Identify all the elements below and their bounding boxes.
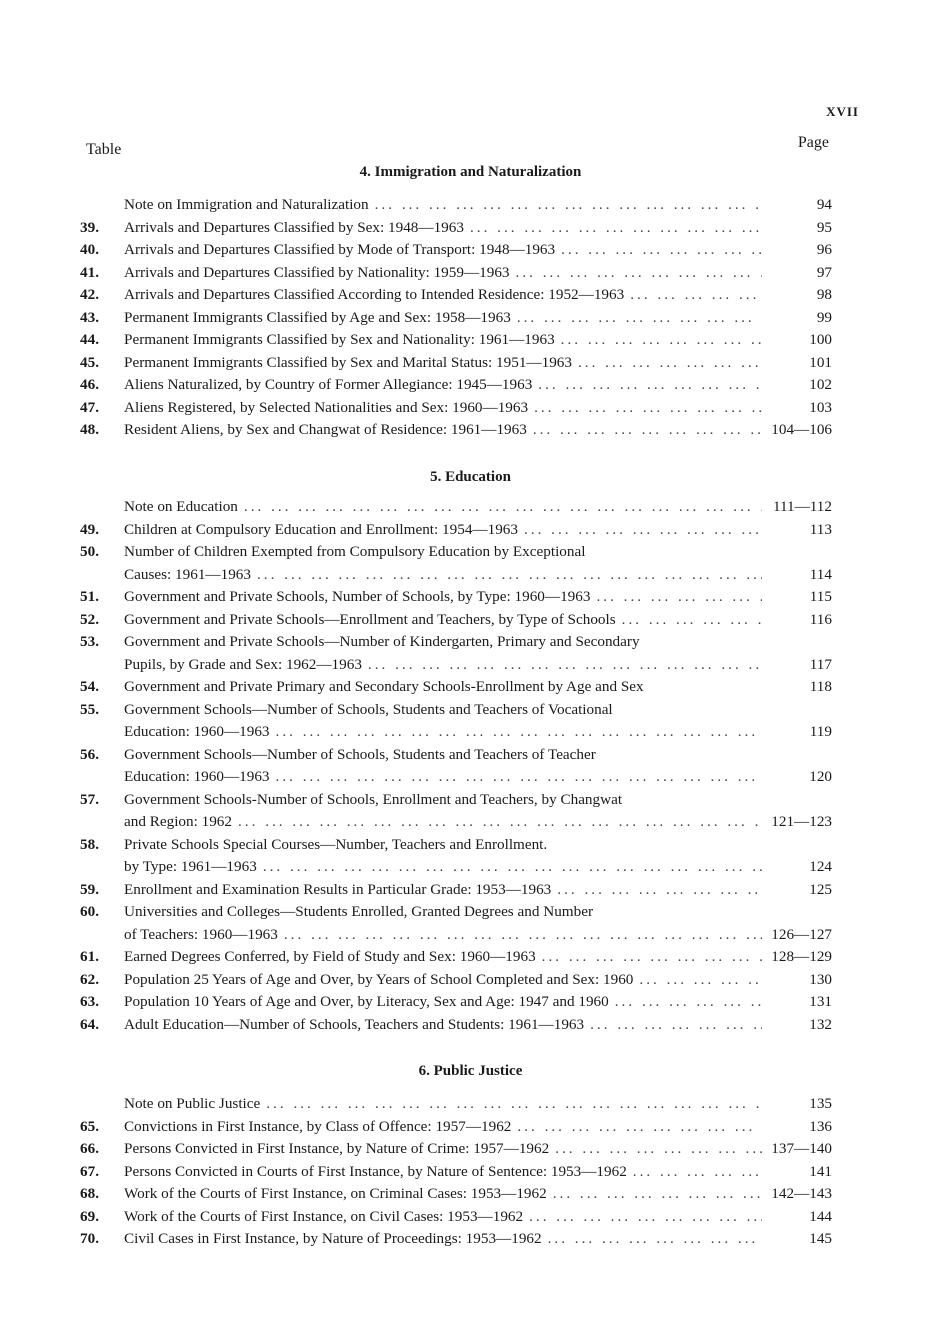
dot-leader <box>362 654 762 677</box>
toc-entry-title-text: Private Schools Special Courses—Number, Teachers and Enrollment. <box>124 835 548 853</box>
toc-entry-title-text: Earned Degrees Conferred, by Field of Study and Sex: 1960—1963 <box>124 948 536 965</box>
section-title-education: 5. Education <box>430 469 511 485</box>
toc-entry-title <box>124 609 762 632</box>
dot-leader <box>584 1014 762 1037</box>
toc-entry-title <box>124 744 762 767</box>
toc-entry-title <box>124 1228 762 1251</box>
toc-row <box>80 631 832 654</box>
toc-entry-title <box>124 496 762 519</box>
toc-entry-page: 135 <box>809 1095 832 1112</box>
toc-entry-page: 121—123 <box>771 813 832 830</box>
toc-entry-title <box>124 519 762 542</box>
toc-row <box>80 496 832 519</box>
toc-entry-page: 96 <box>816 241 832 258</box>
toc-entry-page: 111—112 <box>772 498 832 515</box>
dot-leader <box>270 766 762 789</box>
toc-row <box>80 239 832 262</box>
dot-leader <box>278 924 762 947</box>
toc-entry-number: 54. <box>80 678 99 695</box>
dot-leader <box>609 991 762 1014</box>
toc-entry-title-text: Children at Compulsory Education and Enrollment: 1954—1963 <box>124 520 518 538</box>
dot-leader <box>627 1161 762 1184</box>
toc-entry-page: 95 <box>816 218 832 236</box>
toc-row <box>80 766 832 789</box>
toc-entry-number: 42. <box>80 286 99 303</box>
toc-row <box>80 744 832 767</box>
toc-row <box>80 721 832 744</box>
toc-entry-title <box>124 397 762 420</box>
dot-leader <box>555 329 762 352</box>
toc-row <box>80 699 832 722</box>
toc-entry-title-text: Resident Aliens, by Sex and Changwat of Residence: 1961—1963 <box>124 421 527 438</box>
toc-entry-title-text: of Teachers: 1960—1963 <box>124 925 278 943</box>
toc-entry-title <box>124 901 762 924</box>
toc-entry-title <box>124 834 762 857</box>
toc-entry-title <box>124 856 762 879</box>
toc-entry-title <box>124 586 762 609</box>
toc-entry-title <box>124 1183 762 1206</box>
toc-row <box>80 374 832 397</box>
toc-entry-title <box>124 946 762 969</box>
toc-entry-title <box>124 969 762 992</box>
toc-entry-title-text: Government and Private Schools—Number of Kindergarten, Primary and Secondary <box>124 633 640 650</box>
toc-entry-number: 59. <box>80 880 99 898</box>
toc-row <box>80 307 832 330</box>
toc-entry-title-text: Causes: 1961—1963 <box>124 565 251 583</box>
page-column-header: Page <box>797 134 829 151</box>
toc-entry-number: 51. <box>80 588 99 605</box>
toc-row <box>80 991 832 1014</box>
toc-entry-title <box>124 239 762 262</box>
toc-row <box>80 419 832 442</box>
section-rows-public-justice <box>80 1093 832 1251</box>
toc-entry-title <box>124 352 762 375</box>
toc-entry-number: 49. <box>80 520 99 538</box>
toc-entry-title-text: Government and Private Primary and Secondary Schools-Enrollment by Age and Sex <box>124 678 644 695</box>
toc-entry-title <box>124 1161 762 1184</box>
toc-entry-title <box>124 789 762 812</box>
dot-leader <box>232 811 762 834</box>
toc-row <box>80 194 832 217</box>
dot-leader <box>511 307 762 330</box>
toc-entry-number: 58. <box>80 835 99 853</box>
toc-entry-title-text: Convictions in First Instance, by Class of Offence: 1957—1962 <box>124 1117 512 1135</box>
toc-row <box>80 901 832 924</box>
toc-entry-title-text: Government Schools-Number of Schools, Enrollment and Teachers, by Changwat <box>124 790 623 808</box>
toc-entry-title <box>124 879 762 902</box>
dot-leader <box>257 856 762 879</box>
dot-leader <box>572 352 762 375</box>
toc-row <box>80 811 832 834</box>
toc-entry-title <box>124 631 762 654</box>
toc-entry-title <box>124 991 762 1014</box>
toc-entry-number: 53. <box>80 633 99 650</box>
toc-entry-page: 137—140 <box>771 1140 832 1157</box>
toc-row <box>80 1116 832 1139</box>
toc-row <box>80 519 832 542</box>
toc-entry-page: 114 <box>809 565 832 583</box>
toc-entry-title-text: Education: 1960—1963 <box>124 768 270 785</box>
toc-entry-page: 141 <box>809 1162 832 1180</box>
toc-row <box>80 789 832 812</box>
toc-row <box>80 1014 832 1037</box>
toc-entry-page: 125 <box>809 880 832 898</box>
toc-entry-title-text: Persons Convicted in Courts of First Instance, by Nature of Sentence: 1953—1962 <box>124 1162 627 1180</box>
toc-entry-title-text: Population 25 Years of Age and Over, by Years of School Completed and Sex: 1960 <box>124 970 634 988</box>
toc-entry-page: 120 <box>809 768 832 785</box>
dot-leader <box>251 564 762 587</box>
dot-leader <box>523 1206 762 1229</box>
toc-entry-number: 50. <box>80 543 99 560</box>
toc-row <box>80 1138 832 1161</box>
toc-entry-number: 67. <box>80 1162 99 1180</box>
toc-entry-title-text: Pupils, by Grade and Sex: 1962—1963 <box>124 655 362 673</box>
toc-entry-number: 52. <box>80 610 99 628</box>
toc-entry-title <box>124 262 762 285</box>
toc-entry-number: 40. <box>80 241 99 258</box>
toc-row <box>80 1206 832 1229</box>
toc-entry-number: 65. <box>80 1117 99 1135</box>
toc-row <box>80 217 832 240</box>
toc-entry-page: 132 <box>809 1015 832 1033</box>
toc-entry-number: 64. <box>80 1015 99 1033</box>
toc-entry-title <box>124 1116 762 1139</box>
toc-entry-title <box>124 419 762 442</box>
toc-entry-title-text: Government and Private Schools, Number of Schools, by Type: 1960—1963 <box>124 588 591 605</box>
dot-leader <box>624 284 762 307</box>
toc-entry-title <box>124 766 762 789</box>
toc-entry-title-text: Arrivals and Departures Classified According to Intended Residence: 1952—1963 <box>124 286 625 303</box>
section-title-public-justice: 6. Public Justice <box>418 1063 523 1079</box>
toc-entry-title <box>124 329 762 352</box>
toc-entry-title-text: Arrivals and Departures Classified by Sex: 1948—1963 <box>124 218 464 236</box>
toc-entry-number: 68. <box>80 1185 99 1202</box>
toc-entry-page: 128—129 <box>771 948 832 965</box>
toc-entry-title-text: Persons Convicted in First Instance, by Nature of Crime: 1957—1962 <box>124 1140 550 1157</box>
toc-entry-title <box>124 811 762 834</box>
toc-entry-page: 131 <box>809 993 832 1010</box>
dot-leader <box>542 1228 762 1251</box>
toc-row <box>80 946 832 969</box>
toc-entry-title <box>124 924 762 947</box>
dot-leader <box>555 239 762 262</box>
toc-entry-title-text: Number of Children Exempted from Compulsory Education by Exceptional <box>124 543 586 560</box>
toc-entry-title-text: Note on Public Justice <box>124 1095 261 1112</box>
toc-entry-page: 142—143 <box>771 1185 832 1202</box>
toc-entry-number: 66. <box>80 1140 99 1157</box>
dot-leader <box>369 194 762 217</box>
toc-entry-page: 115 <box>809 588 832 605</box>
toc-entry-page: 116 <box>809 610 832 628</box>
toc-entry-title <box>124 541 762 564</box>
toc-entry-page: 94 <box>816 196 832 213</box>
toc-row <box>80 834 832 857</box>
dot-leader <box>527 419 762 442</box>
toc-entry-title-text: Adult Education—Number of Schools, Teachers and Students: 1961—1963 <box>124 1015 585 1033</box>
toc-entry-title-text: Work of the Courts of First Instance, on Civil Cases: 1953—1962 <box>124 1207 524 1225</box>
toc-entry-page: 103 <box>809 398 832 416</box>
toc-entry-number: 69. <box>80 1207 99 1225</box>
toc-entry-number: 39. <box>80 218 99 236</box>
dot-leader <box>616 609 762 632</box>
toc-entry-page: 113 <box>809 520 832 538</box>
toc-row <box>80 924 832 947</box>
toc-row <box>80 654 832 677</box>
table-column-header: Table <box>86 141 122 158</box>
section-title-immigration: 4. Immigration and Naturalization <box>359 164 582 180</box>
toc-entry-page: 124 <box>809 858 832 875</box>
toc-entry-title <box>124 654 762 677</box>
toc-entry-page: 119 <box>809 723 832 740</box>
toc-entry-title-text: Work of the Courts of First Instance, on Criminal Cases: 1953—1962 <box>124 1185 547 1202</box>
dot-leader <box>238 496 762 519</box>
toc-row <box>80 564 832 587</box>
toc-entry-number: 61. <box>80 948 99 965</box>
toc-row <box>80 397 832 420</box>
toc-entry-title-text: Aliens Naturalized, by Country of Former Allegiance: 1945—1963 <box>124 376 533 393</box>
toc-entry-title <box>124 699 762 722</box>
toc-entry-number: 63. <box>80 993 99 1010</box>
toc-entry-number: 56. <box>80 745 99 763</box>
toc-entry-title-text: Permanent Immigrants Classified by Sex and Marital Status: 1951—1963 <box>124 353 572 371</box>
toc-entry-title <box>124 194 762 217</box>
toc-entry-number: 57. <box>80 790 99 808</box>
dot-leader <box>536 946 762 969</box>
toc-row <box>80 541 832 564</box>
toc-entry-page: 136 <box>809 1117 832 1135</box>
toc-row <box>80 262 832 285</box>
toc-row <box>80 1161 832 1184</box>
toc-row <box>80 586 832 609</box>
toc-entry-title-text: Permanent Immigrants Classified by Age and Sex: 1958—1963 <box>124 308 511 326</box>
toc-entry-title <box>124 564 762 587</box>
toc-entry-number: 70. <box>80 1230 99 1247</box>
dot-leader <box>464 217 762 240</box>
toc-entry-title-text: Note on Immigration and Naturalization <box>124 196 369 213</box>
dot-leader <box>551 879 762 902</box>
toc-entry-title-text: Enrollment and Examination Results in Particular Grade: 1953—1963 <box>124 880 552 898</box>
dot-leader <box>528 397 762 420</box>
toc-entry-title-text: Permanent Immigrants Classified by Sex and Nationality: 1961—1963 <box>124 331 555 348</box>
toc-entry-title <box>124 1093 762 1116</box>
toc-entry-number: 45. <box>80 353 99 371</box>
dot-leader <box>518 519 762 542</box>
toc-entry-title-text: by Type: 1961—1963 <box>124 858 257 875</box>
toc-row <box>80 1228 832 1251</box>
toc-entry-number: 44. <box>80 331 99 348</box>
toc-entry-page: 97 <box>816 263 832 281</box>
toc-row <box>80 329 832 352</box>
toc-row <box>80 676 832 699</box>
toc-entry-title-text: Note on Education <box>124 498 238 515</box>
toc-entry-page: 144 <box>809 1207 832 1225</box>
toc-entry-page: 126—127 <box>771 925 832 943</box>
toc-entry-number: 41. <box>80 263 99 281</box>
toc-row <box>80 609 832 632</box>
section-rows-education <box>80 496 832 1036</box>
toc-entry-title <box>124 1014 762 1037</box>
toc-row <box>80 1183 832 1206</box>
toc-row <box>80 969 832 992</box>
toc-entry-page: 118 <box>809 678 832 695</box>
toc-entry-title <box>124 284 762 307</box>
toc-entry-title <box>124 307 762 330</box>
toc-entry-title-text: Education: 1960—1963 <box>124 723 270 740</box>
dot-leader <box>633 969 762 992</box>
dot-leader <box>510 262 762 285</box>
toc-entry-title <box>124 374 762 397</box>
dot-leader <box>270 721 762 744</box>
toc-row <box>80 879 832 902</box>
toc-entry-title-text: Government Schools—Number of Schools, Students and Teachers of Vocational <box>124 700 613 718</box>
dot-leader <box>547 1183 762 1206</box>
toc-entry-title-text: Universities and Colleges—Students Enrolled, Granted Degrees and Number <box>124 903 594 920</box>
toc-entry-number: 55. <box>80 700 99 718</box>
toc-entry-title <box>124 721 762 744</box>
toc-entry-title-text: Civil Cases in First Instance, by Nature of Proceedings: 1953—1962 <box>124 1230 542 1247</box>
dot-leader <box>260 1093 762 1116</box>
dot-leader <box>532 374 762 397</box>
toc-entry-page: 100 <box>809 331 832 348</box>
toc-row <box>80 1093 832 1116</box>
toc-entry-title <box>124 1206 762 1229</box>
toc-entry-page: 104—106 <box>771 421 832 438</box>
toc-entry-number: 46. <box>80 376 99 393</box>
toc-row <box>80 856 832 879</box>
toc-entry-page: 130 <box>809 970 832 988</box>
page-number: XVII <box>826 104 859 119</box>
toc-entry-title-text: and Region: 1962 <box>124 813 232 830</box>
toc-entry-page: 117 <box>809 655 832 673</box>
toc-entry-title-text: Government and Private Schools—Enrollment and Teachers, by Type of Schools <box>124 610 616 628</box>
toc-entry-title-text: Arrivals and Departures Classified by Mode of Transport: 1948—1963 <box>124 241 556 258</box>
toc-row <box>80 352 832 375</box>
toc-entry-title-text: Aliens Registered, by Selected Nationalities and Sex: 1960—1963 <box>124 398 529 416</box>
toc-entry-number: 48. <box>80 421 99 438</box>
dot-leader <box>549 1138 762 1161</box>
toc-row <box>80 284 832 307</box>
toc-entry-number: 60. <box>80 903 99 920</box>
toc-entry-page: 145 <box>809 1230 832 1247</box>
toc-entry-page: 101 <box>809 353 832 371</box>
dot-leader <box>511 1116 762 1139</box>
toc-entry-page: 98 <box>816 286 832 303</box>
toc-entry-number: 47. <box>80 398 99 416</box>
toc-entry-number: 62. <box>80 970 99 988</box>
toc-entry-title <box>124 1138 762 1161</box>
toc-entry-title <box>124 217 762 240</box>
toc-entry-title-text: Population 10 Years of Age and Over, by Literacy, Sex and Age: 1947 and 1960 <box>124 993 609 1010</box>
toc-entry-title-text: Arrivals and Departures Classified by Nationality: 1959—1963 <box>124 263 510 281</box>
toc-entry-title-text: Government Schools—Number of Schools, Students and Teachers of Teacher <box>124 745 596 763</box>
section-rows-immigration <box>80 194 832 442</box>
dot-leader <box>590 586 762 609</box>
toc-entry-title <box>124 676 762 699</box>
toc-entry-page: 99 <box>816 308 832 326</box>
toc-entry-page: 102 <box>809 376 832 393</box>
toc-entry-number: 43. <box>80 308 99 326</box>
